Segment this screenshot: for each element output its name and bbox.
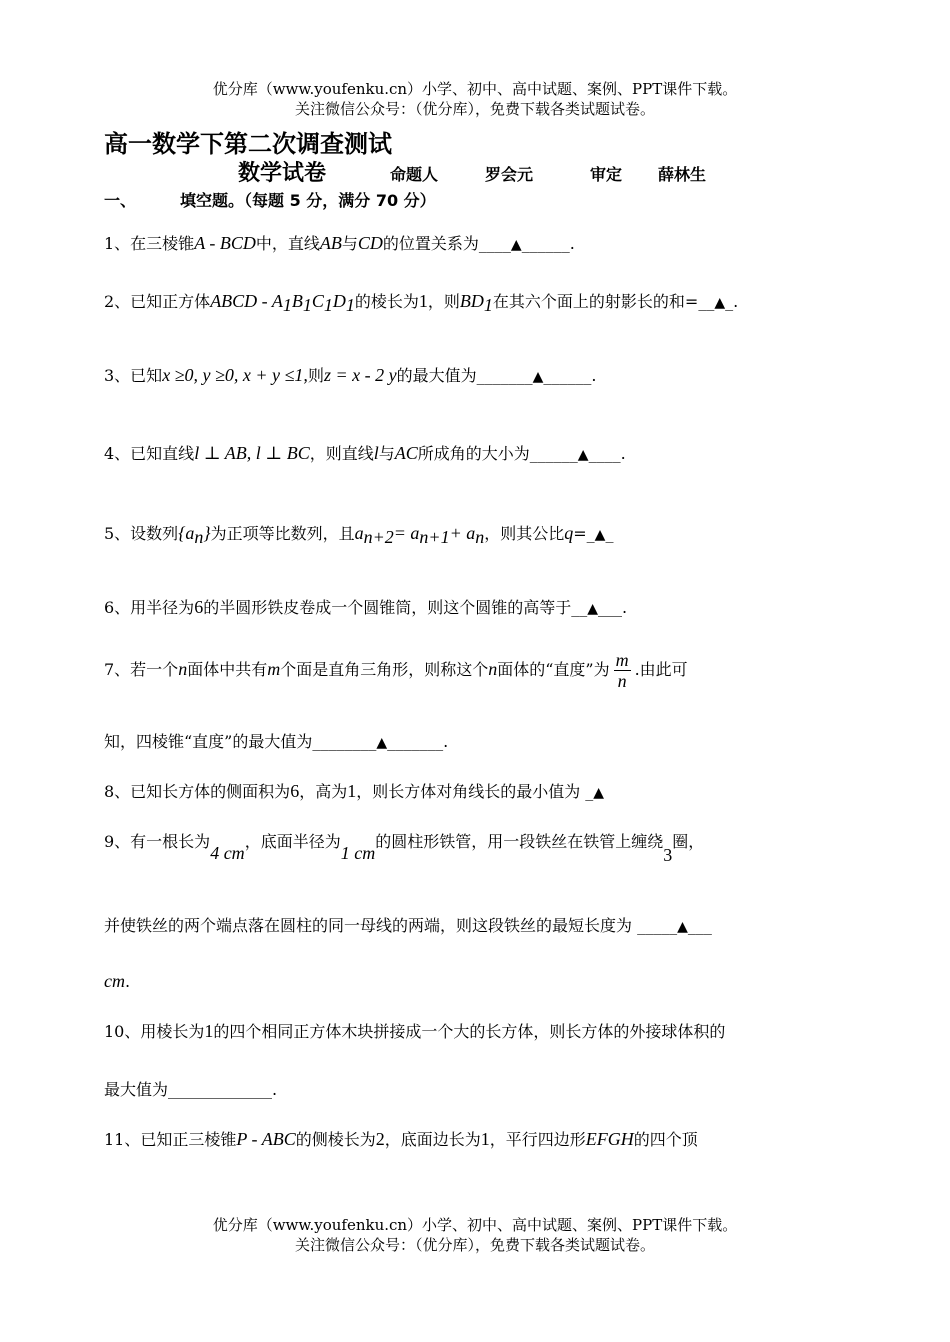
exam-title: 高一数学下第二次调查测试 — [104, 130, 392, 158]
answer-triangle: ▲ — [714, 295, 726, 311]
answer-triangle: ▲ — [577, 447, 589, 463]
page-footer-line2: 关注微信公众号：（优分库），免费下载各类试题试卷。 — [294, 1236, 655, 1254]
question-4: 4、已知直线l ⊥ AB, l ⊥ BC，则直线l与AC所成角的大小为______▲____. — [104, 443, 626, 463]
question-7-continued: 知，四棱锥“直度”的最大值为________▲_______. — [104, 732, 449, 751]
question-9-unit: cm. — [104, 971, 131, 991]
section-heading: 填空题。（每题 5 分，满分 70 分） — [180, 191, 436, 210]
author-name: 罗会元 — [485, 165, 534, 184]
question-11: 11、已知正三棱锥P - ABC的侧棱长为2，底面边长为1，平行四边形EFGH的四个顶 — [104, 1129, 698, 1149]
reviewer-label: 审定 — [590, 165, 623, 184]
page-header-line2: 关注微信公众号：（优分库），免费下载各类试题试卷。 — [294, 100, 655, 118]
answer-triangle: ▲ — [510, 237, 522, 253]
question-9: 9、有一根长为4 cm，底面半径为1 cm的圆柱形铁管，用一段铁丝在铁管上缠绕3圈， — [104, 832, 705, 865]
question-5: 5、设数列$\{a_n\}$为正项等比数列，且$a_{n+2}= a_{n+1}+ a_n$，则其公比q=_▲_ — [104, 523, 614, 548]
question-1: 1、在三棱锥A - BCD中，直线AB与CD的位置关系为____▲______. — [104, 233, 575, 253]
answer-triangle: ▲ — [593, 785, 605, 801]
reviewer-name: 薛林生 — [658, 165, 707, 184]
page-footer-line1: 优分库（www.youfenku.cn）小学、初中、高中试题、案例、PPT课件下载。 — [212, 1216, 738, 1234]
answer-triangle: ▲ — [594, 527, 606, 543]
answer-triangle: ▲ — [532, 369, 544, 385]
answer-triangle: ▲ — [587, 601, 598, 617]
question-10: 10、用棱长为1的四个相同正方体木块拼接成一个大的长方体，则长方体的外接球体积的 — [104, 1021, 726, 1041]
straightness-fraction: $\frac{m}{n}$ — [615, 650, 629, 691]
question-6: 6、用半径为6的半圆形铁皮卷成一个圆锥筒，则这个圆锥的高等于__▲___. — [104, 597, 628, 617]
question-2: 2、已知正方体ABCD - $A_1B_1C_1D_1$的棱长为1，则$BD_1$在其六个面上的射影长的和=__▲_. — [104, 291, 739, 316]
answer-triangle: ▲ — [376, 735, 388, 751]
question-7: 7、若一个n面体中共有m个面是直角三角形，则称这个n面体的“直度”为 $\frac{m}{n}$ .由此可 — [104, 650, 688, 691]
question-3: 3、已知x ≥0, y ≥0, x + y ≤1,则z = x - 2 y的最大值为_______▲______. — [104, 365, 597, 385]
question-10-continued: 最大值为_____________. — [104, 1080, 278, 1099]
question-8: 8、已知长方体的侧面积为6，高为1，则长方体对角线长的最小值为 _▲ — [104, 781, 605, 801]
answer-triangle: ▲ — [677, 919, 688, 935]
page-header-line1: 优分库（www.youfenku.cn）小学、初中、高中试题、案例、PPT课件下载。 — [212, 80, 738, 98]
section-number: 一、 — [104, 191, 137, 210]
author-label: 命题人 — [390, 165, 439, 184]
question-9-continued: 并使铁丝的两个端点落在圆柱的同一母线的两端，则这段铁丝的最短长度为 _____▲___ — [104, 916, 712, 935]
exam-subtitle: 数学试卷 — [238, 161, 327, 186]
